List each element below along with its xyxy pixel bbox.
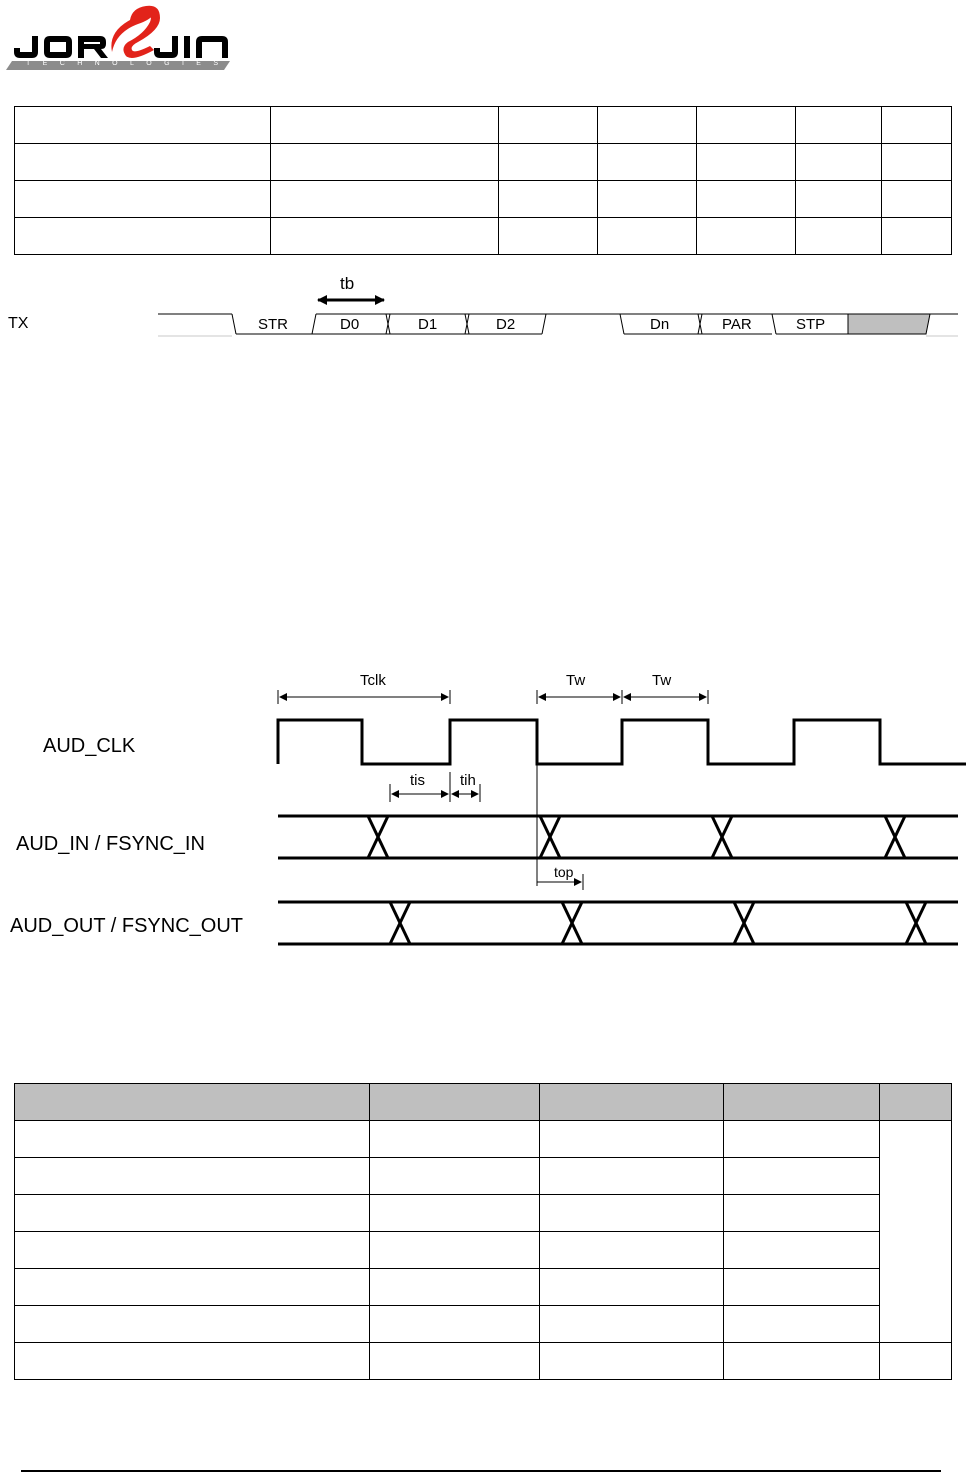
logo-brand-right: [236, 2, 237, 3]
field-d0: D0: [340, 316, 360, 333]
field-par: PAR: [722, 316, 752, 333]
aud-in-label: AUD_IN / FSYNC_IN: [16, 833, 205, 855]
field-d1: D1: [418, 316, 438, 333]
bottom-table: [14, 1083, 952, 1380]
field-d2: D2: [496, 316, 516, 333]
aud-out-label: AUD_OUT / FSYNC_OUT: [10, 915, 243, 937]
aud-in-waveform: [278, 816, 958, 858]
table-row: [15, 1306, 952, 1343]
tw-label-1: Tw: [566, 672, 586, 689]
tw-label-2: Tw: [652, 672, 672, 689]
footer-divider: [21, 1470, 941, 1472]
table-row: [15, 1121, 952, 1158]
table-row: [15, 1232, 952, 1269]
tis-label: tis: [410, 772, 425, 789]
table-row: [15, 1343, 952, 1380]
top-label: top: [554, 864, 574, 880]
logo-tagline: TECHNOLOGIES: [26, 60, 231, 67]
table-row: [15, 218, 952, 255]
table-header-row: [15, 1084, 952, 1121]
company-logo: [4, 2, 236, 76]
field-dn: Dn: [650, 316, 670, 333]
aud-out-waveform: [278, 902, 958, 944]
pcm-timing-diagram: [0, 660, 976, 960]
table-row: [15, 144, 952, 181]
top-table: [14, 106, 952, 255]
tx-signal-label: TX: [8, 315, 29, 332]
uart-timing-diagram: [0, 268, 976, 348]
bit-time-label: tb: [340, 274, 355, 293]
logo-brand-left: [236, 2, 237, 3]
aud-clk-label: AUD_CLK: [43, 735, 136, 757]
aud-clk-waveform: [278, 720, 966, 764]
field-stp: STP: [796, 316, 826, 333]
tclk-label: Tclk: [360, 672, 386, 689]
table-row: [15, 181, 952, 218]
table-row: [15, 107, 952, 144]
table-row: [15, 1158, 952, 1195]
field-str: STR: [258, 316, 288, 333]
tih-label: tih: [460, 772, 476, 789]
table-row: [15, 1269, 952, 1306]
table-row: [15, 1195, 952, 1232]
